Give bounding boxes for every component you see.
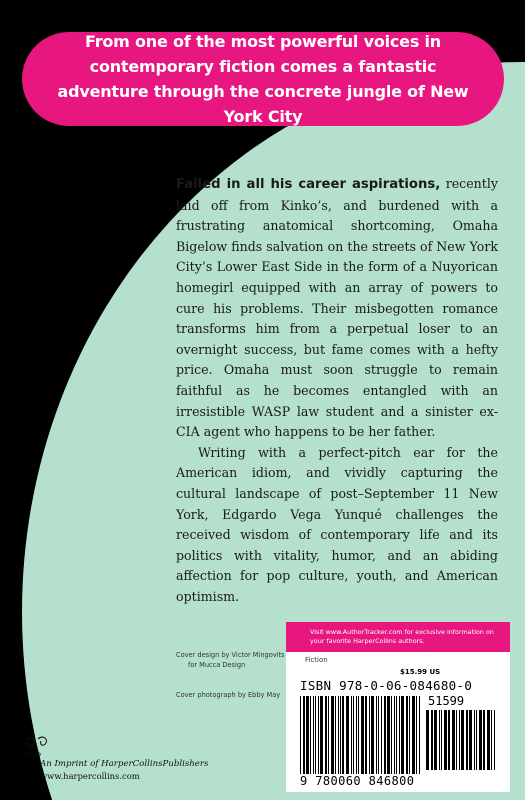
barcode-bar xyxy=(461,710,464,770)
cover-photo-credit: Cover photograph by Ebby May xyxy=(176,691,281,699)
isbn-label: ISBN 978-0-06-084680-0 xyxy=(300,678,473,693)
cover-design-credit-line-2: for Mucca Design xyxy=(188,661,246,669)
barcode-bar xyxy=(340,696,341,774)
barcode-bar xyxy=(356,696,357,774)
barcode-bar xyxy=(381,696,382,774)
barcode-bar xyxy=(369,696,370,774)
barcode-bar xyxy=(328,696,329,774)
barcode-bar xyxy=(365,696,367,774)
barcode-bar xyxy=(378,696,379,774)
barcode-bar xyxy=(469,710,472,770)
imprint-line: An Imprint of HarperCollinsPublishers xyxy=(40,759,209,769)
barcode-bar xyxy=(419,696,420,774)
barcode-bar xyxy=(474,710,475,770)
barcode-bar xyxy=(444,710,447,770)
barcode-number: 9 780060 846800 xyxy=(300,774,415,788)
barcode-bar xyxy=(387,696,390,774)
barcode-bar xyxy=(448,710,450,770)
barcode-bar xyxy=(434,710,437,770)
barcode-bar xyxy=(346,696,349,774)
barcode-bar xyxy=(426,710,429,770)
barcode-bar xyxy=(384,696,386,774)
barcode-bar xyxy=(371,696,374,774)
barcode-bar xyxy=(491,710,492,770)
barcode-bar xyxy=(310,696,311,774)
blurb-paragraph-2: Writing with a perfect-pitch ear for the American idiom, and vividly capturing the cultural landscape of post–September 11 New York, Edgardo Vega Yunqué challenges the received wisdom of contemporary life and its politics with vitality, humor, and an abiding affection for pop culture, youth, and American optimism. xyxy=(176,444,498,604)
barcode-bar xyxy=(466,710,468,770)
barcode-bar xyxy=(487,710,490,770)
barcode-bar xyxy=(394,696,395,774)
barcode-bar xyxy=(335,696,336,774)
barcode-bar xyxy=(306,696,309,774)
tagline-banner xyxy=(22,32,504,126)
genre-label: Fiction xyxy=(305,656,328,664)
barcode-bar xyxy=(483,710,485,770)
barcode-bar xyxy=(412,696,415,774)
barcode-bar xyxy=(351,696,352,774)
barcode-bar xyxy=(479,710,482,770)
barcode-bar xyxy=(300,696,301,774)
barcode-bar xyxy=(406,696,408,774)
price-barcode xyxy=(426,710,496,770)
isbn-barcode xyxy=(300,696,420,774)
barcode-bar xyxy=(441,710,442,770)
barcode-bar xyxy=(361,696,364,774)
barcode-bar xyxy=(338,696,339,774)
barcode-bar xyxy=(331,696,334,774)
barcode-bar xyxy=(459,710,460,770)
blurb-paragraph-1-text: recently laid off from Kinko’s, and burdened with a frustrating anatomical shortcoming, Omaha Bigelow finds salvation on the streets of New York City’s Lower East Side in the form of a Nuyorican homegirl equipped with an array of powers to cure his problems. Their misbegotten romance transforms him from a perpetual loser to an overnight success, but fame comes with a hefty price. Omaha must soon struggle to remain faithful as he becomes entangled with an irresistible WASP law student and a sinister ex-CIA agent who happens to be her father. xyxy=(176,176,498,440)
barcode-bar xyxy=(318,696,319,774)
barcode-bar xyxy=(391,696,392,774)
blurb xyxy=(176,174,498,607)
barcode-bar xyxy=(399,696,400,774)
authortracker-promo: Visit www.AuthorTracker.com for exclusive information on your favorite HarperCollins authors. xyxy=(286,622,510,652)
blurb-lead: Failed in all his career aspirations, xyxy=(176,177,441,192)
barcode-bar xyxy=(396,696,397,774)
tagline-text: From one of the most powerful voices in contemporary fiction comes a fantastic adventure through the concrete jungle of New York City xyxy=(57,32,469,126)
barcode-bar xyxy=(439,710,440,770)
svg-text:rayo: rayo xyxy=(23,750,41,759)
barcode-bar xyxy=(494,710,495,770)
barcode-bar xyxy=(303,696,305,774)
barcode-bar xyxy=(431,710,433,770)
barcode-bar xyxy=(416,696,417,774)
barcode-bar xyxy=(315,696,316,774)
barcode-bar xyxy=(325,696,327,774)
cover-design-credit xyxy=(176,650,286,670)
barcode-bar xyxy=(409,696,410,774)
barcode-bar xyxy=(353,696,354,774)
barcode-bar xyxy=(452,710,455,770)
price-code-label: 51599 xyxy=(428,694,465,708)
publisher-website: www.harpercollins.com xyxy=(40,771,140,781)
barcode-bar xyxy=(358,696,359,774)
barcode-bar xyxy=(476,710,477,770)
barcode-bar xyxy=(401,696,404,774)
barcode-bar xyxy=(376,696,377,774)
blurb-paragraph-1 xyxy=(176,174,498,443)
barcode-bar xyxy=(456,710,457,770)
cover-design-credit-line-1: Cover design by Victor Mingovits xyxy=(176,651,285,659)
barcode-bar xyxy=(342,696,344,774)
barcode-bar xyxy=(313,696,314,774)
price-label: $15.99 US xyxy=(400,668,441,676)
barcode-bar xyxy=(320,696,323,774)
